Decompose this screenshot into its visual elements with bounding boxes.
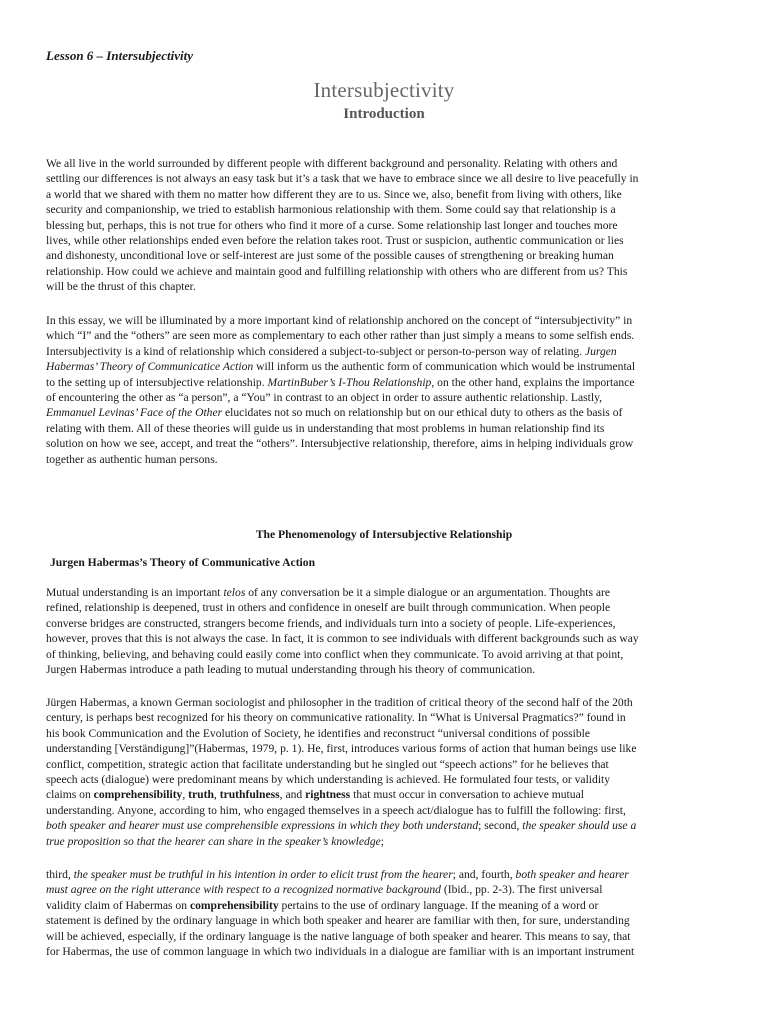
text-run: ; second, bbox=[478, 819, 520, 833]
text-line bbox=[46, 405, 722, 420]
italic-run: Jurgen bbox=[584, 344, 617, 358]
text-line: a world that we shared with them no matter how different they are to us. Since we, also, benefit from living with others, like bbox=[46, 187, 622, 201]
text-line: refined, relationship is deepened, trust in others and confidence in oneself are built through communication. When people bbox=[46, 601, 611, 615]
bold-run: rightness bbox=[305, 788, 351, 802]
subsection-heading: Jurgen Habermas’s Theory of Communicative Action bbox=[50, 556, 316, 569]
italic-run: MartinBuber’s I-Thou Relationship bbox=[267, 375, 432, 389]
text-line: claims on comprehensibility, truth, truthfulness, and rightness that must occur in conversation to achieve mutual bbox=[46, 788, 584, 802]
text-run: ; and, fourth, bbox=[452, 868, 513, 881]
paragraph-habermas-1 bbox=[46, 585, 722, 677]
italic-run: telos bbox=[223, 586, 246, 599]
text-line: which “I” and the “others” are seen more as complementary to each other rather than just simply a means to some selfish ends. bbox=[46, 329, 635, 343]
paragraph-habermas-3 bbox=[46, 867, 722, 959]
text-line: blessing but, perhaps, this is not true for others who find it more of a curse. Some relationship last longer and touches more bbox=[46, 218, 618, 232]
text-line: lives, while other relationships ended even before the relation takes root. Trust or suspicion, authentic communication or lies bbox=[46, 234, 624, 248]
text-line bbox=[46, 344, 722, 359]
text-line: of encountering the other as “a person”, a “You” in contrast to an object in order to assure authentic relationship. Lastly, bbox=[46, 391, 603, 405]
text-run: claims on bbox=[46, 788, 91, 802]
text-line: We all live in the world surrounded by different people with different background and personality. Relating with others and bbox=[46, 157, 618, 170]
section-heading: The Phenomenology of Intersubjective Relationship bbox=[255, 528, 513, 541]
text-line: In this essay, we will be illuminated by a more important kind of relationship anchored on the concept of “intersubjectivity” in bbox=[46, 314, 633, 327]
italic-run: must agree on the right utterance with respect to a recognized normative background bbox=[46, 883, 441, 897]
italic-run: the speaker must be truthful in his intention in order to elicit trust from the hearer bbox=[73, 868, 453, 881]
text-line: and dishonesty, unconditional love or self-interest are just some of the possible causes of strengthening or breaking human bbox=[46, 249, 614, 263]
text-line: understanding [Verständigung]”(Habermas, 1979, p. 1). He, first, introduces various forms of action that human beings use like bbox=[46, 742, 637, 756]
text-run: pertains to the use of ordinary language. If the meaning of a word or bbox=[281, 898, 599, 912]
italic-run: both speaker and hearer must use comprehensible expressions in which they both understand bbox=[46, 819, 479, 833]
bold-run: comprehensibility bbox=[93, 788, 183, 802]
text-line: Jürgen Habermas, a known German sociologist and philosopher in the tradition of critical theory of the second half of the 20th bbox=[46, 696, 633, 709]
bold-run: truthfulness bbox=[219, 788, 280, 802]
italic-run: both speaker and hearer bbox=[515, 868, 629, 881]
bold-run: comprehensibility bbox=[189, 898, 279, 912]
text-line bbox=[46, 867, 722, 882]
text-line: statement is defined by the ordinary language in which both speaker and hearer are familiar with then, for sure, understanding bbox=[46, 914, 630, 928]
text-line bbox=[46, 898, 722, 913]
text-line: his book Communication and the Evolution of Society, he identifies and reconstruct “universal conditions of possible bbox=[46, 726, 591, 740]
text-line: understanding. Anyone, according to him, who engaged themselves in a speech act/dialogue has to fulfill the following: first, bbox=[46, 803, 626, 817]
paragraph-habermas-2 bbox=[46, 695, 722, 849]
text-run: validity claim of Habermas on bbox=[46, 898, 188, 912]
text-line: century, is perhaps best recognized for his theory on communicative rationality. In “What is Universal Pragmatics?” found in bbox=[46, 711, 626, 725]
text-line bbox=[46, 834, 722, 849]
text-line: relationship. How could we achieve and maintain good and fulfilling relationship with others who are different from us? This bbox=[46, 264, 628, 278]
italic-run: Emmanuel Levinas’ Face of the Other bbox=[46, 406, 223, 420]
text-run: , on the other hand, explains the importance bbox=[431, 375, 635, 389]
text-line: settling our differences is not always an easy task but it’s a task that we have to embrace since we all desire to live peacefully in bbox=[46, 172, 639, 186]
bold-run: truth bbox=[188, 788, 214, 802]
text-line bbox=[46, 818, 722, 833]
page-title: Intersubjectivity bbox=[313, 78, 455, 102]
italic-run: true proposition so that the hearer can share in the speaker’s knowledge bbox=[46, 834, 381, 848]
lesson-label: Lesson 6 – Intersubjectivity bbox=[46, 48, 193, 63]
text-run: ; bbox=[380, 834, 385, 848]
text-line: speech acts (dialogue) were predominant means by which understanding is achieved. He formulated four tests, or validity bbox=[46, 773, 611, 787]
text-line: relating with them. All of these theories will guide us in understanding that most problems in human relationship find its bbox=[46, 421, 605, 435]
text-run: (Ibid., pp. 2-3). The first universal bbox=[443, 883, 603, 897]
paragraph-introduction-2 bbox=[46, 313, 722, 467]
text-line: converse bridges are constructed, strangers become friends, and individuals turn into a society of people. Life-experiences, bbox=[46, 616, 616, 630]
italic-run: the speaker should use a bbox=[522, 819, 637, 833]
text-line: for Habermas, the use of common language in which two individuals in a dialogue are familiar with is an important instrument bbox=[46, 945, 635, 959]
text-run: to the setting up of intersubjective relationship. bbox=[46, 375, 265, 389]
text-line: together as authentic human persons. bbox=[46, 452, 218, 466]
text-run: Intersubjectivity is a kind of relationship which considered a subject-to-subject or person-to-person way of relating. bbox=[46, 344, 583, 358]
paragraph-introduction-1 bbox=[46, 156, 722, 295]
text-line: will be achieved, especially, if the ordinary language is the native language of both speaker and hearer. This means to say, that bbox=[46, 929, 631, 943]
text-line bbox=[46, 359, 722, 374]
text-line: of thinking, believing, and behaving could easily come into conflict when they communicate. To avoid arriving at that point, bbox=[46, 647, 624, 661]
text-run: of any conversation be it a simple dialogue or an argumentation. Thoughts are bbox=[248, 586, 611, 599]
text-run: third, bbox=[46, 868, 71, 881]
text-run: , and bbox=[279, 788, 303, 802]
text-line: Jurgen Habermas introduce a path leading to mutual understanding through his theory of communication. bbox=[46, 663, 536, 677]
text-run: will inform us the authentic form of communication which would be instrumental bbox=[253, 360, 636, 374]
text-line: conflict, competition, strategic action that facilitate understanding but he singled out “speech actions” for he believes that bbox=[46, 757, 609, 771]
text-line: security and companionship, we tried to establish harmonious relationship with them. Some could say that relationship is a bbox=[46, 203, 616, 217]
text-line bbox=[46, 882, 722, 897]
text-line: however, proves that this is not always the case. In fact, it is common to see individuals with different backgrounds such as way bbox=[46, 632, 639, 646]
page-subtitle: Introduction bbox=[343, 106, 425, 122]
italic-run: Habermas’ Theory of Communicatice Action bbox=[46, 360, 254, 374]
text-line: will be the thrust of this chapter. bbox=[46, 280, 196, 294]
text-line: solution on how we see, accept, and treat the “others”. Intersubjective relationship, therefore, aims in helping individuals grow bbox=[46, 437, 634, 451]
text-line bbox=[46, 585, 722, 600]
text-run: elucidates not so much on relationship but on our ethical duty to others as the basis of bbox=[222, 406, 623, 420]
text-run: that must occur in conversation to achieve mutual bbox=[353, 788, 584, 802]
text-line bbox=[46, 375, 722, 390]
text-run: Mutual understanding is an important bbox=[46, 586, 221, 599]
